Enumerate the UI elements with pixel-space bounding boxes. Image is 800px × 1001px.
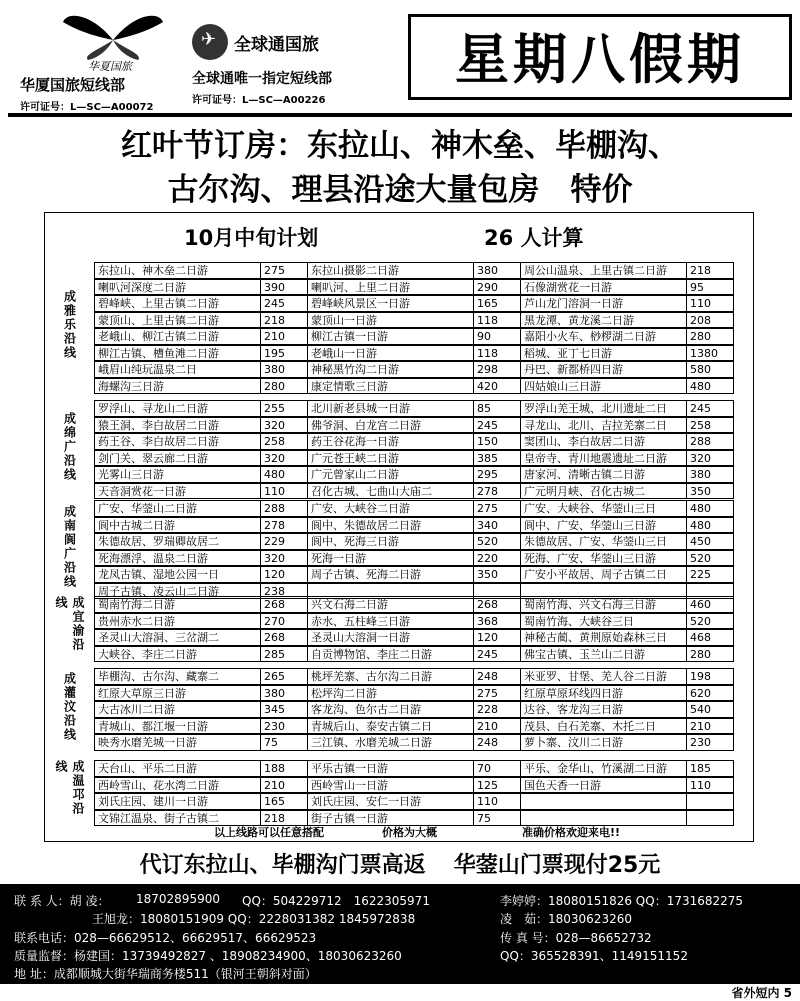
route-price: 165 bbox=[260, 793, 308, 810]
table-row bbox=[94, 646, 733, 663]
route-name: 天音洞赏花一日游 bbox=[94, 483, 261, 500]
route-name: 嘉阳小火车、桫椤湖二日游 bbox=[520, 328, 687, 345]
route-name: 北川新老县城一日游 bbox=[307, 400, 474, 417]
page-tag: 省外短内 5 bbox=[731, 986, 792, 1000]
route-price: 150 bbox=[473, 433, 521, 450]
route-name: 广元苍王峡二日游 bbox=[307, 450, 474, 467]
route-name: 贵州赤水二日游 bbox=[94, 613, 261, 630]
route-price: 245 bbox=[686, 400, 734, 417]
route-name: 四姑娘山三日游 bbox=[520, 378, 687, 395]
route-name: 喇叭河深度二日游 bbox=[94, 279, 261, 296]
table-row bbox=[94, 613, 733, 630]
route-section bbox=[50, 760, 748, 823]
route-name: 大古冰川二日游 bbox=[94, 701, 261, 718]
route-price: 480 bbox=[686, 517, 734, 534]
route-price: 110 bbox=[686, 777, 734, 794]
route-name: 东拉山、神木垒二日游 bbox=[94, 262, 261, 279]
route-name: 西岭雪山、花水湾二日游 bbox=[94, 777, 261, 794]
route-name: 红原大草原三日游 bbox=[94, 685, 261, 702]
contact-person-2: 李婷婷：18080151826 QQ：1731682275 bbox=[500, 894, 744, 908]
route-name: 圣灵山大溶洞、三岔湖二 bbox=[94, 629, 261, 646]
route-price: 288 bbox=[686, 433, 734, 450]
route-name: 兴文石海二日游 bbox=[307, 596, 474, 613]
route-price: 385 bbox=[473, 450, 521, 467]
route-name: 蜀南竹海、大峡谷三日 bbox=[520, 613, 687, 630]
route-name: 蜀南竹海、兴文石海三日游 bbox=[520, 596, 687, 613]
route-price: 120 bbox=[473, 629, 521, 646]
route-name: 广元曾家山二日游 bbox=[307, 466, 474, 483]
route-price: 210 bbox=[260, 328, 308, 345]
route-name: 广安小平故居、周子古镇二日 bbox=[520, 566, 687, 583]
route-name: 蒙顶山一日游 bbox=[307, 312, 474, 329]
section-label: 成雅乐沿线 bbox=[62, 289, 77, 360]
route-price: 120 bbox=[260, 566, 308, 583]
route-price: 380 bbox=[686, 466, 734, 483]
route-name: 老峨山、柳江古镇二日游 bbox=[94, 328, 261, 345]
route-name: 茂县、白石羌寨、木托二日 bbox=[520, 718, 687, 735]
note-combine: 以上线路可以任意搭配 bbox=[214, 826, 324, 839]
table-row bbox=[94, 701, 733, 718]
note-approx: 价格为大概 bbox=[382, 826, 437, 839]
route-section bbox=[50, 400, 748, 498]
route-name: 刘氏庄园、建川一日游 bbox=[94, 793, 261, 810]
route-name: 碧峰峡、上里古镇二日游 bbox=[94, 295, 261, 312]
route-name: 稻城、亚丁七日游 bbox=[520, 345, 687, 362]
route-name: 街子古镇一日游 bbox=[307, 810, 474, 827]
route-section bbox=[50, 668, 748, 747]
table-row bbox=[94, 361, 733, 378]
route-name: 萝卜寨、汶川二日游 bbox=[520, 734, 687, 751]
table-row bbox=[94, 629, 733, 646]
route-price: 165 bbox=[473, 295, 521, 312]
route-name: 石像湖赏花一日游 bbox=[520, 279, 687, 296]
table-row bbox=[94, 400, 733, 417]
quanqiutong-subtitle: 全球通唯一指定短线部 bbox=[192, 71, 332, 87]
route-name bbox=[520, 793, 687, 810]
route-name: 西岭雪山一日游 bbox=[307, 777, 474, 794]
route-name: 客龙沟、色尔古二日游 bbox=[307, 701, 474, 718]
route-name: 唐家河、清晰古镇二日游 bbox=[520, 466, 687, 483]
huaxia-logo-block bbox=[20, 10, 190, 113]
route-name: 阆中、广安、华蓥山三日游 bbox=[520, 517, 687, 534]
table-row bbox=[94, 718, 733, 735]
route-name: 丹巴、新都桥四日游 bbox=[520, 361, 687, 378]
route-price: 540 bbox=[686, 701, 734, 718]
route-price: 520 bbox=[686, 550, 734, 567]
header bbox=[0, 0, 800, 112]
route-price: 95 bbox=[686, 279, 734, 296]
route-price: 280 bbox=[686, 328, 734, 345]
route-price: 245 bbox=[260, 295, 308, 312]
route-price: 390 bbox=[260, 279, 308, 296]
route-name: 周子古镇、死海二日游 bbox=[307, 566, 474, 583]
promo-dongla: 代订东拉山、毕棚沟门票高返 bbox=[139, 853, 426, 878]
route-name: 周公山温泉、上里古镇二日游 bbox=[520, 262, 687, 279]
route-name: 蒙顶山、上里古镇二日游 bbox=[94, 312, 261, 329]
route-name: 米亚罗、甘堡、羌人谷二日游 bbox=[520, 668, 687, 685]
route-name: 康定情歌三日游 bbox=[307, 378, 474, 395]
section-label: 成灌汶沿线 bbox=[62, 672, 77, 743]
route-price: 298 bbox=[473, 361, 521, 378]
route-name: 窦团山、李白故居二日游 bbox=[520, 433, 687, 450]
route-price: 218 bbox=[260, 312, 308, 329]
table-row bbox=[94, 295, 733, 312]
table-row bbox=[94, 550, 733, 567]
route-name: 圣灵山大溶洞一日游 bbox=[307, 629, 474, 646]
route-price: 225 bbox=[686, 566, 734, 583]
route-price: 270 bbox=[260, 613, 308, 630]
route-price: 275 bbox=[260, 262, 308, 279]
route-name: 佛宝古镇、玉兰山二日游 bbox=[520, 646, 687, 663]
route-price: 208 bbox=[686, 312, 734, 329]
contact-tel: 联系电话：028—66629512、66629517、66629523 bbox=[14, 931, 317, 945]
route-name: 佛爷洞、白龙宫二日游 bbox=[307, 417, 474, 434]
route-name: 死海、广安、华蓥山三日游 bbox=[520, 550, 687, 567]
section-label: 成南阆广沿线 bbox=[62, 505, 77, 589]
table-row bbox=[94, 533, 733, 550]
route-price: 520 bbox=[686, 613, 734, 630]
contact-qq: QQ：504229712 1622305971 bbox=[242, 894, 430, 908]
route-price: 118 bbox=[473, 312, 521, 329]
route-price: 320 bbox=[260, 550, 308, 567]
route-name: 剑门关、翠云廊二日游 bbox=[94, 450, 261, 467]
route-price: 380 bbox=[260, 361, 308, 378]
route-price: 290 bbox=[473, 279, 521, 296]
route-price: 258 bbox=[260, 433, 308, 450]
route-name: 赤水、五柱峰三日游 bbox=[307, 613, 474, 630]
route-price: 340 bbox=[473, 517, 521, 534]
route-price: 320 bbox=[260, 417, 308, 434]
route-price: 320 bbox=[260, 450, 308, 467]
headline-line-2: 古尔沟、理县沿途大量包房 特价 bbox=[167, 172, 633, 208]
contact-phone: 18702895900 bbox=[136, 892, 220, 906]
table-row bbox=[94, 345, 733, 362]
route-price: 188 bbox=[260, 760, 308, 777]
route-price bbox=[686, 810, 734, 827]
headline bbox=[10, 124, 790, 212]
route-name: 喇叭河、上里二日游 bbox=[307, 279, 474, 296]
route-name: 桃坪羌寨、古尔沟二日游 bbox=[307, 668, 474, 685]
route-price: 275 bbox=[473, 500, 521, 517]
route-name: 大峡谷、李庄二日游 bbox=[94, 646, 261, 663]
route-name: 青城山、都江堰一日游 bbox=[94, 718, 261, 735]
route-name: 寻龙山、北川、吉拉羌寨二日 bbox=[520, 417, 687, 434]
route-name: 国色天香一日游 bbox=[520, 777, 687, 794]
route-name: 黑龙潭、黄龙溪二日游 bbox=[520, 312, 687, 329]
table-row bbox=[94, 312, 733, 329]
route-name: 天台山、平乐二日游 bbox=[94, 760, 261, 777]
route-name: 刘氏庄园、安仁一日游 bbox=[307, 793, 474, 810]
route-name: 老峨山一日游 bbox=[307, 345, 474, 362]
route-price: 198 bbox=[686, 668, 734, 685]
route-name: 死海一日游 bbox=[307, 550, 474, 567]
route-name: 神秘黑竹沟二日游 bbox=[307, 361, 474, 378]
headline-line-1: 红叶节订房：东拉山、神木垒、毕棚沟、 bbox=[121, 128, 679, 164]
route-name: 平乐古镇一日游 bbox=[307, 760, 474, 777]
contact-person-3: 王旭龙：18080151909 QQ：2228031382 1845972838 bbox=[92, 912, 416, 926]
route-price: 450 bbox=[686, 533, 734, 550]
route-price: 210 bbox=[686, 718, 734, 735]
route-price: 210 bbox=[473, 718, 521, 735]
contact-address: 地 址：成都顺城大街华瑞商务楼511（银河王朝斜对面） bbox=[14, 967, 317, 981]
route-price: 278 bbox=[260, 517, 308, 534]
plan-period: 10月中旬计划 bbox=[184, 226, 319, 250]
section-label: 成宜渝沿线 bbox=[54, 596, 85, 652]
route-price: 368 bbox=[473, 613, 521, 630]
table-row bbox=[94, 500, 733, 517]
route-price: 228 bbox=[473, 701, 521, 718]
header-divider bbox=[8, 113, 792, 117]
route-name: 神秘古蔺、黄荆原始森林三日 bbox=[520, 629, 687, 646]
route-price: 520 bbox=[473, 533, 521, 550]
route-name: 药王谷花海一日游 bbox=[307, 433, 474, 450]
route-price: 229 bbox=[260, 533, 308, 550]
table-row bbox=[94, 417, 733, 434]
route-price: 265 bbox=[260, 668, 308, 685]
quanqiutong-name: 全球通国旅 bbox=[234, 34, 319, 55]
route-name: 蜀南竹海二日游 bbox=[94, 596, 261, 613]
route-price: 345 bbox=[260, 701, 308, 718]
route-price: 380 bbox=[473, 262, 521, 279]
quanqiutong-logo-block bbox=[192, 24, 402, 106]
route-name: 皇帝寺、青川地震遗址二日游 bbox=[520, 450, 687, 467]
route-name: 柳江古镇、槽鱼滩二日游 bbox=[94, 345, 261, 362]
route-price: 118 bbox=[473, 345, 521, 362]
route-price: 90 bbox=[473, 328, 521, 345]
route-price: 125 bbox=[473, 777, 521, 794]
route-price: 238 bbox=[260, 583, 308, 600]
table-row bbox=[94, 734, 733, 751]
globe-plane-icon bbox=[192, 24, 228, 60]
route-section bbox=[50, 596, 748, 659]
route-price: 230 bbox=[686, 734, 734, 751]
promo-huaying: 华蓥山门票现付25元 bbox=[453, 853, 661, 878]
route-price: 580 bbox=[686, 361, 734, 378]
route-price: 248 bbox=[473, 668, 521, 685]
route-name: 罗浮山、寻龙山二日游 bbox=[94, 400, 261, 417]
contact-quality: 质量监督：杨建国：13739492827 、18908234900、18030623260 bbox=[14, 949, 402, 963]
table-row bbox=[94, 279, 733, 296]
route-name: 朱德故居、广安、华蓥山三日 bbox=[520, 533, 687, 550]
route-price: 220 bbox=[473, 550, 521, 567]
route-name: 阆中古城二日游 bbox=[94, 517, 261, 534]
contact-quality-qq: QQ：365528391、1149151152 bbox=[500, 949, 688, 963]
route-name: 猿王洞、李白故居二日游 bbox=[94, 417, 261, 434]
table-row bbox=[94, 262, 733, 279]
route-section bbox=[50, 500, 748, 598]
route-name: 召化古城、七曲山大庙二 bbox=[307, 483, 474, 500]
route-price: 210 bbox=[260, 777, 308, 794]
table-row bbox=[94, 517, 733, 534]
brand-title: 星期八假期 bbox=[408, 14, 792, 100]
huaxia-license: 许可证号：L—SC—A00072 bbox=[20, 102, 154, 113]
route-name: 龙凤古镇、湿地公园一日 bbox=[94, 566, 261, 583]
route-price: 288 bbox=[260, 500, 308, 517]
route-price: 295 bbox=[473, 466, 521, 483]
route-name: 芦山龙门溶洞一日游 bbox=[520, 295, 687, 312]
huaxia-subtitle: 华厦国旅短线部 bbox=[20, 76, 126, 94]
route-price: 218 bbox=[686, 262, 734, 279]
route-name: 青城后山、泰安古镇二日 bbox=[307, 718, 474, 735]
route-price: 280 bbox=[260, 378, 308, 395]
route-name: 自贡博物馆、李庄二日游 bbox=[307, 646, 474, 663]
butterfly-logo-icon bbox=[48, 10, 178, 72]
route-price: 460 bbox=[686, 596, 734, 613]
route-price bbox=[686, 793, 734, 810]
table-row bbox=[94, 685, 733, 702]
plan-basis: 26 人计算 bbox=[484, 226, 584, 250]
route-price: 468 bbox=[686, 629, 734, 646]
route-name: 文锦江温泉、街子古镇二 bbox=[94, 810, 261, 827]
table-row bbox=[94, 328, 733, 345]
route-name: 广安、大峡谷、华蓥山三日 bbox=[520, 500, 687, 517]
route-price: 320 bbox=[686, 450, 734, 467]
route-price: 480 bbox=[260, 466, 308, 483]
route-price: 248 bbox=[473, 734, 521, 751]
section-label: 成温邛沿线 bbox=[54, 760, 85, 816]
route-name: 海螺沟三日游 bbox=[94, 378, 261, 395]
route-price: 110 bbox=[260, 483, 308, 500]
route-price: 258 bbox=[686, 417, 734, 434]
route-price: 195 bbox=[260, 345, 308, 362]
table-row bbox=[94, 777, 733, 794]
route-name: 红原草原环线四日游 bbox=[520, 685, 687, 702]
route-price: 110 bbox=[473, 793, 521, 810]
route-price: 75 bbox=[260, 734, 308, 751]
table-row bbox=[94, 596, 733, 613]
route-price: 245 bbox=[473, 417, 521, 434]
plan-heading bbox=[44, 218, 754, 254]
contact-person-label: 联 系 人：胡 凌： bbox=[14, 894, 110, 908]
route-price: 280 bbox=[686, 646, 734, 663]
contact-person-4: 凌 茹：18030623260 bbox=[500, 912, 632, 926]
table-row bbox=[94, 450, 733, 467]
table-row bbox=[94, 378, 733, 395]
route-price: 75 bbox=[473, 810, 521, 827]
table-row bbox=[94, 668, 733, 685]
route-name: 阆中、死海三日游 bbox=[307, 533, 474, 550]
ticket-promo bbox=[0, 848, 800, 879]
route-name: 阆中、朱德故居二日游 bbox=[307, 517, 474, 534]
table-row bbox=[94, 760, 733, 777]
table-row bbox=[94, 566, 733, 583]
table-row bbox=[94, 793, 733, 810]
route-name: 三江镇、水磨羌城二日游 bbox=[307, 734, 474, 751]
route-price: 380 bbox=[260, 685, 308, 702]
route-name: 广安、华蓥山二日游 bbox=[94, 500, 261, 517]
note-call: 准确价格欢迎来电!! bbox=[522, 826, 621, 839]
route-price: 218 bbox=[260, 810, 308, 827]
route-price: 420 bbox=[473, 378, 521, 395]
route-name: 广元明月峡、召化古城二 bbox=[520, 483, 687, 500]
route-price: 480 bbox=[686, 378, 734, 395]
route-price: 255 bbox=[260, 400, 308, 417]
route-price: 268 bbox=[473, 596, 521, 613]
section-label: 成绵广沿线 bbox=[62, 412, 77, 482]
route-name: 朱德故居、罗瑞卿故居二 bbox=[94, 533, 261, 550]
route-name: 罗浮山羌王城、北川遗址二日 bbox=[520, 400, 687, 417]
route-name: 映秀水磨羌城一日游 bbox=[94, 734, 261, 751]
route-price: 275 bbox=[473, 685, 521, 702]
route-name: 平乐、金华山、竹溪湖二日游 bbox=[520, 760, 687, 777]
route-name: 死海漂浮、温泉二日游 bbox=[94, 550, 261, 567]
route-name: 峨眉山纯玩温泉二日 bbox=[94, 361, 261, 378]
route-name: 毕棚沟、古尔沟、藏寨二 bbox=[94, 668, 261, 685]
route-price: 350 bbox=[473, 566, 521, 583]
table-row bbox=[94, 433, 733, 450]
table-row bbox=[94, 483, 733, 500]
route-name: 光雾山三日游 bbox=[94, 466, 261, 483]
table-row bbox=[94, 466, 733, 483]
route-price: 620 bbox=[686, 685, 734, 702]
route-price: 350 bbox=[686, 483, 734, 500]
route-price: 278 bbox=[473, 483, 521, 500]
quanqiutong-license: 许可证号：L—SC—A00226 bbox=[192, 95, 326, 106]
route-price: 70 bbox=[473, 760, 521, 777]
route-price: 268 bbox=[260, 596, 308, 613]
route-name: 广安、大峡谷二日游 bbox=[307, 500, 474, 517]
route-section bbox=[50, 262, 748, 393]
route-price: 110 bbox=[686, 295, 734, 312]
route-price: 1380 bbox=[686, 345, 734, 362]
route-name: 达谷、客龙沟三日游 bbox=[520, 701, 687, 718]
route-price: 480 bbox=[686, 500, 734, 517]
route-price: 285 bbox=[260, 646, 308, 663]
route-name: 东拉山摄影二日游 bbox=[307, 262, 474, 279]
route-name: 药王谷、李白故居二日游 bbox=[94, 433, 261, 450]
svg-text:华夏国旅: 华夏国旅 bbox=[88, 60, 132, 72]
contact-fax: 传 真 号：028—86652732 bbox=[500, 931, 652, 945]
route-name: 柳江古镇一日游 bbox=[307, 328, 474, 345]
contact-panel bbox=[0, 884, 800, 984]
route-name: 周子古镇、凌云山二日游 bbox=[94, 583, 261, 600]
route-price: 185 bbox=[686, 760, 734, 777]
route-price: 245 bbox=[473, 646, 521, 663]
route-price: 268 bbox=[260, 629, 308, 646]
route-name: 松坪沟二日游 bbox=[307, 685, 474, 702]
route-name: 碧峰峡风景区一日游 bbox=[307, 295, 474, 312]
route-price: 230 bbox=[260, 718, 308, 735]
route-price: 85 bbox=[473, 400, 521, 417]
